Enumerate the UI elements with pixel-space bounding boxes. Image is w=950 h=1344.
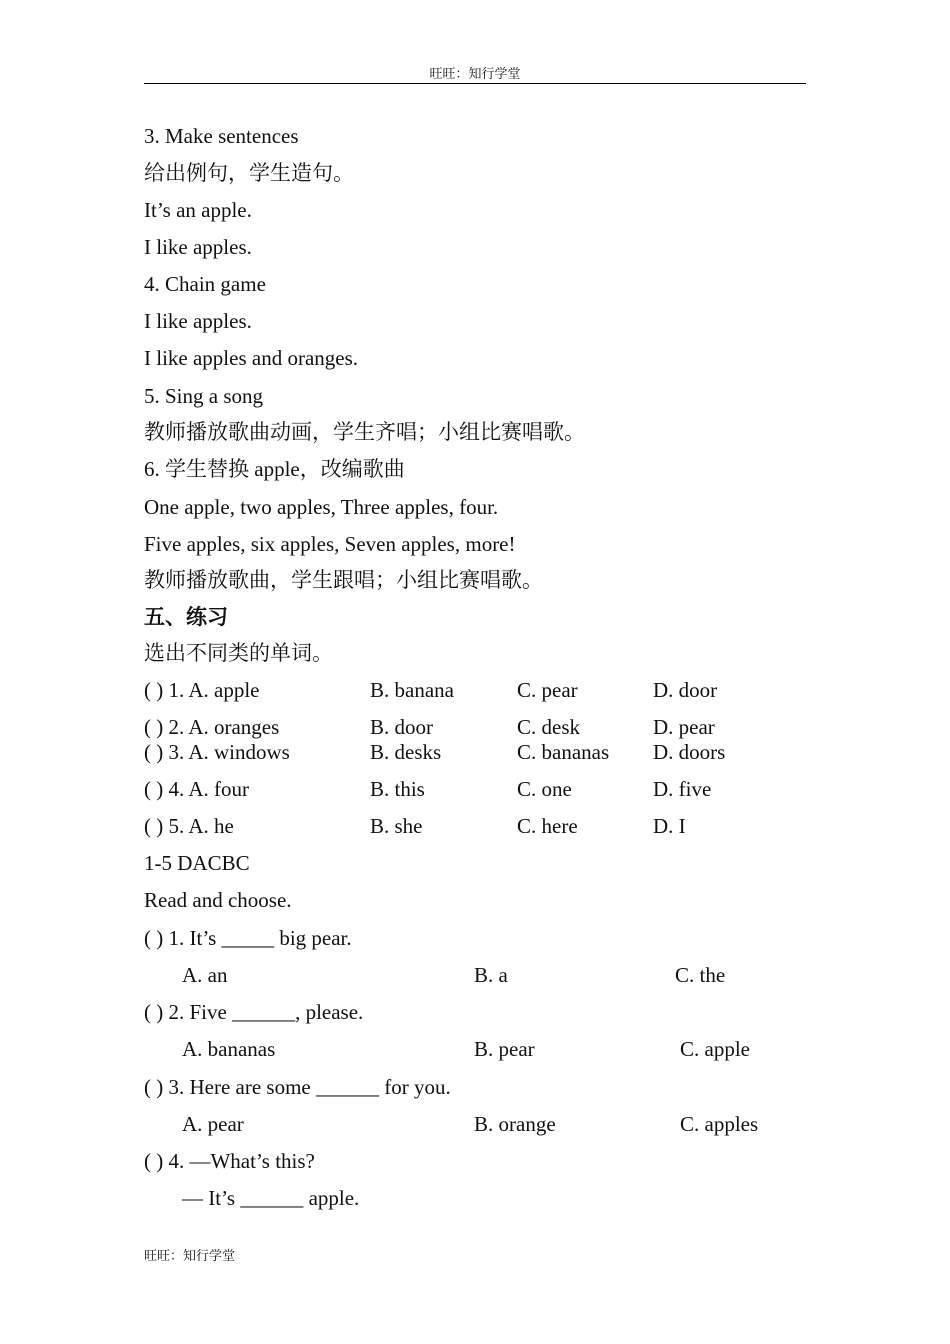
option-c: C. the [675, 963, 726, 987]
question-line: — It’s ______ apple. [182, 1186, 360, 1210]
text-line: It’s an apple. [144, 198, 252, 222]
option-d: D. pear [653, 715, 715, 739]
answer-key: 1-5 DACBC [144, 851, 250, 875]
option-c: C. desk [517, 715, 580, 739]
question-stem: ( ) 1. It’s _____ big pear. [144, 926, 352, 950]
option-c: C. here [517, 814, 578, 838]
text-line: I like apples and oranges. [144, 346, 359, 370]
page-footer: 旺旺：知行学堂 [144, 1248, 236, 1263]
option-c: C. one [517, 777, 572, 801]
step-3-title: 3. Make sentences [144, 124, 299, 148]
option-b: B. a [474, 963, 508, 987]
text-line: I like apples. [144, 309, 252, 333]
page-header: 旺旺：知行学堂 [429, 66, 521, 81]
song-line: Five apples, six apples, Seven apples, more! [144, 532, 516, 556]
question-stem: ( ) 3. Here are some ______ for you. [144, 1075, 451, 1099]
question-stem: ( ) 2. A. oranges [144, 715, 280, 739]
option-b: B. banana [370, 678, 454, 702]
question-stem: ( ) 1. A. apple [144, 678, 260, 702]
exercise2-instruction: Read and choose. [144, 888, 292, 912]
question-stem: ( ) 4. A. four [144, 777, 249, 801]
option-d: D. five [653, 777, 712, 801]
option-a: A. pear [182, 1112, 244, 1136]
option-b: B. she [370, 814, 423, 838]
text-line: 教师播放歌曲，学生跟唱；小组比赛唱歌。 [144, 568, 543, 592]
option-b: B. door [370, 715, 433, 739]
header-divider [144, 83, 806, 84]
question-stem: ( ) 2. Five ______, please. [144, 1000, 364, 1024]
option-a: A. an [182, 963, 228, 987]
option-b: B. desks [370, 740, 442, 764]
option-c: C. pear [517, 678, 578, 702]
question-stem: ( ) 4. —What’s this? [144, 1149, 315, 1173]
step-6-title: 6. 学生替换 apple，改编歌曲 [144, 457, 405, 481]
question-stem: ( ) 3. A. windows [144, 740, 290, 764]
step-4-title: 4. Chain game [144, 272, 266, 296]
option-b: B. pear [474, 1037, 535, 1061]
song-line: One apple, two apples, Three apples, four. [144, 495, 499, 519]
option-b: B. this [370, 777, 425, 801]
question-stem: ( ) 5. A. he [144, 814, 234, 838]
step-5-title: 5. Sing a song [144, 384, 264, 408]
option-c: C. bananas [517, 740, 610, 764]
option-d: D. door [653, 678, 718, 702]
text-line: I like apples. [144, 235, 252, 259]
option-d: D. I [653, 814, 686, 838]
section-title: 五、练习 [144, 605, 228, 629]
option-b: B. orange [474, 1112, 556, 1136]
option-c: C. apples [680, 1112, 759, 1136]
option-d: D. doors [653, 740, 726, 764]
option-a: A. bananas [182, 1037, 276, 1061]
text-line: 教师播放歌曲动画，学生齐唱；小组比赛唱歌。 [144, 420, 585, 444]
exercise1-instruction: 选出不同类的单词。 [144, 641, 333, 665]
text-line: 给出例句，学生造句。 [144, 161, 354, 185]
option-c: C. apple [680, 1037, 750, 1061]
